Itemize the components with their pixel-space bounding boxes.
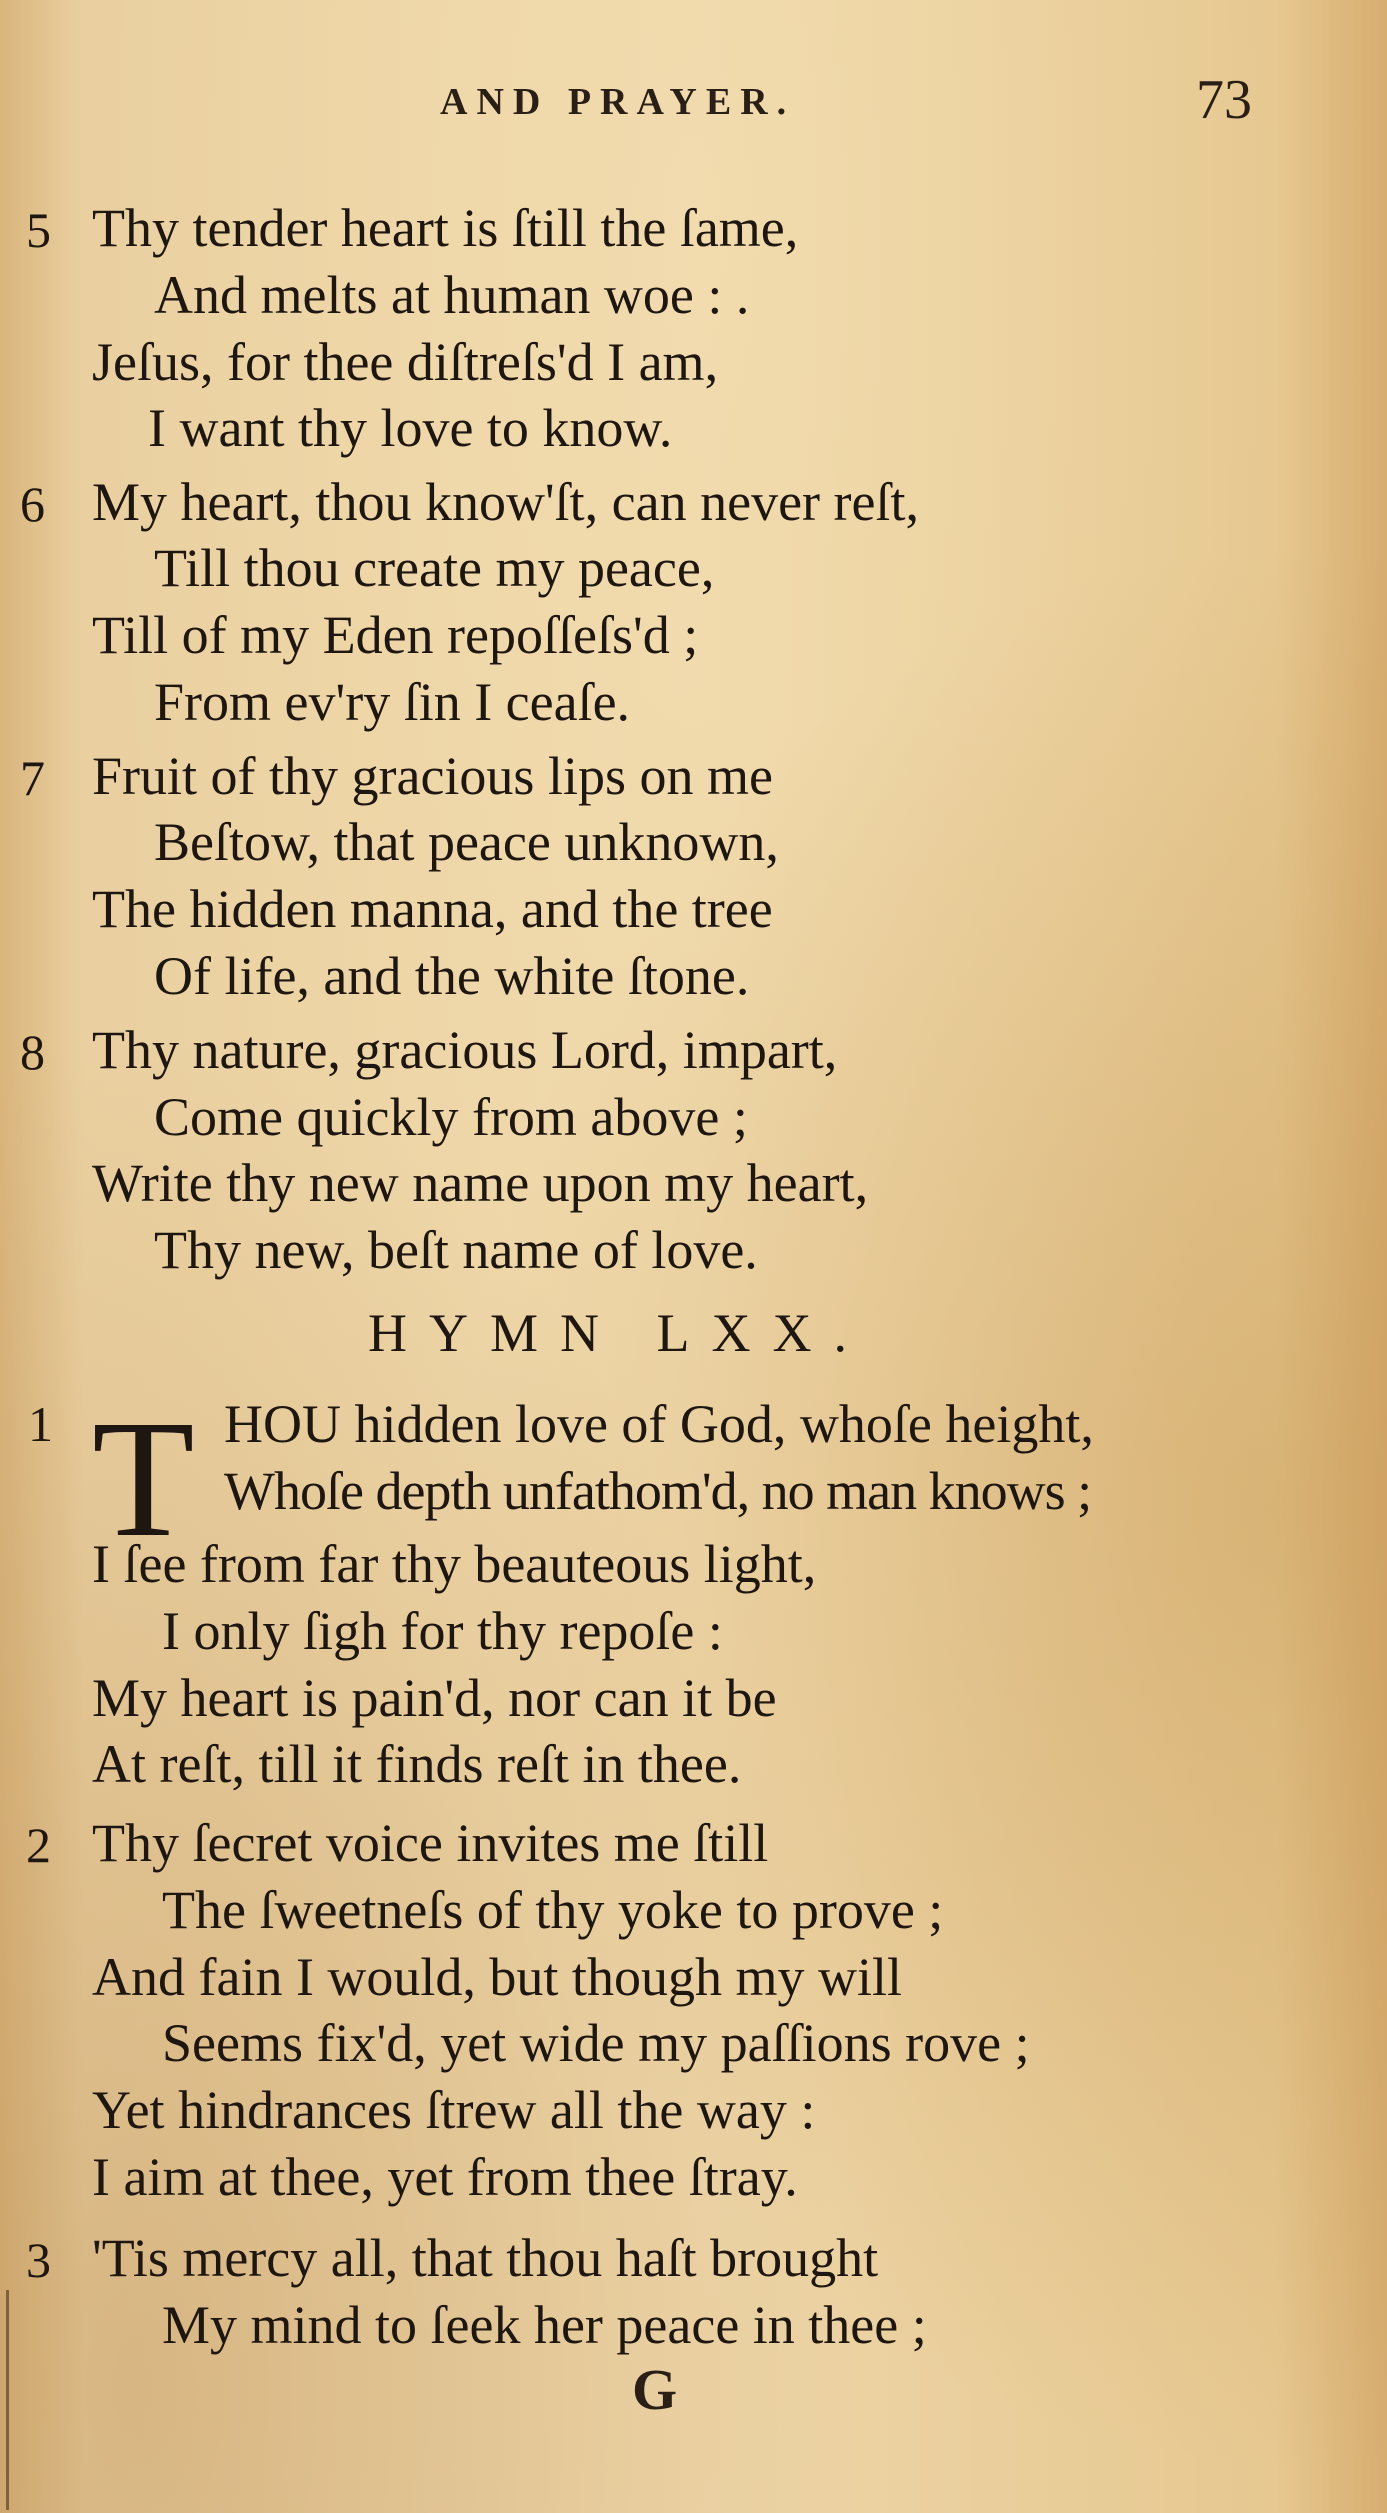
verse-line: Beſtow, that peace unknown, (154, 812, 779, 872)
running-head: AND PRAYER. (440, 81, 796, 123)
verse-line: I aim at thee, yet from thee ſtray. (92, 2147, 798, 2207)
signature-mark: G (632, 2357, 678, 2422)
page-edge-line (6, 2290, 9, 2510)
stanza-number: 6 (20, 476, 45, 532)
verse-line: Yet hindrances ſtrew all the way : (92, 2080, 816, 2140)
verse-line: Thy ſecret voice invites me ſtill (92, 1813, 769, 1873)
verse-line: At reſt, till it finds reſt in thee. (92, 1734, 742, 1794)
stanza-number: 1 (28, 1396, 53, 1452)
stanza-number: 3 (26, 2232, 51, 2288)
verse-line: Thy tender heart is ſtill the ſame, (92, 198, 799, 258)
verse-line: 'Tis mercy all, that thou haſt brought (92, 2228, 879, 2288)
verse-line: My mind to ſeek her peace in thee ; (162, 2295, 927, 2355)
drop-cap: T (92, 1386, 195, 1572)
page-header (0, 68, 1387, 131)
page-number: 73 (1196, 69, 1252, 131)
verse-line: From ev'ry ſin I ceaſe. (154, 672, 631, 732)
verse-line: Jeſus, for thee diſtreſs'd I am, (92, 332, 719, 392)
verse-line: The ſweetneſs of thy yoke to prove ; (162, 1880, 944, 1940)
hymn-title: HYMN LXX. (368, 1303, 869, 1363)
verse-line: I ſee from far thy beauteous light, (92, 1534, 817, 1594)
stanza-number: 7 (20, 750, 45, 806)
verse-line: Come quickly from above ; (154, 1087, 748, 1147)
stanza-number: 5 (26, 202, 51, 258)
stanza-number: 8 (20, 1024, 45, 1080)
verse-line: Till of my Eden repoſſeſs'd ; (92, 605, 699, 665)
verse-line: HOU hidden love of God, whoſe height, (224, 1394, 1094, 1454)
verse-line: I only ſigh for thy repoſe : (162, 1601, 723, 1661)
verse-line: My heart is pain'd, nor can it be (92, 1668, 777, 1728)
verse-line: Thy new, beſt name of love. (154, 1220, 758, 1280)
verse-line: I want thy love to know. (148, 398, 673, 458)
verse-line: Seems fix'd, yet wide my paſſions rove ; (162, 2013, 1030, 2073)
verse-line: Fruit of thy gracious lips on me (92, 746, 773, 806)
verse-line: And melts at human woe : . (154, 265, 750, 325)
verse-line: Thy nature, gracious Lord, impart, (92, 1020, 838, 1080)
verse-line: Write thy new name upon my heart, (92, 1153, 869, 1213)
verse-line: And fain I would, but though my will (92, 1947, 902, 2007)
stanza-number: 2 (26, 1817, 51, 1873)
verse-line: My heart, thou know'ſt, can never reſt, (92, 472, 919, 532)
verse-line: Till thou create my peace, (154, 538, 715, 598)
verse-line: Whoſe depth unfathom'd, no man knows ; (224, 1461, 1092, 1521)
verse-line: Of life, and the white ſtone. (154, 946, 750, 1006)
verse-line: The hidden manna, and the tree (92, 879, 773, 939)
